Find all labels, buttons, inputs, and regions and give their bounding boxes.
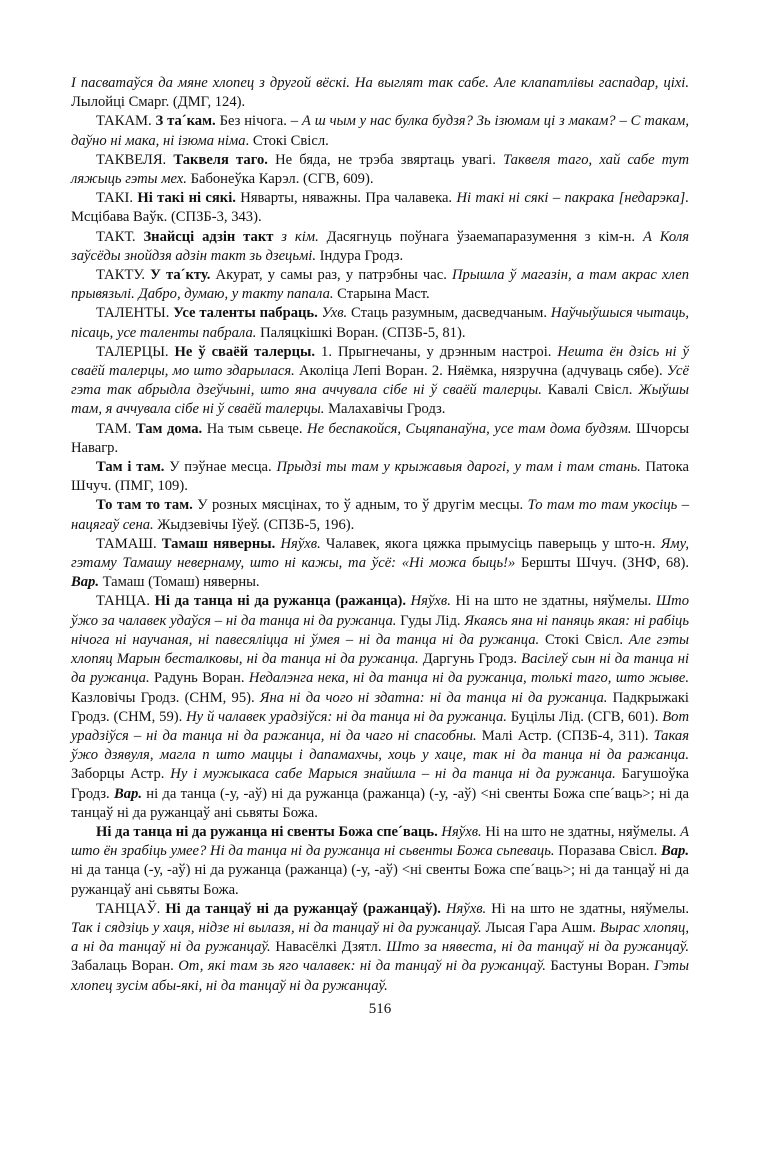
- dictionary-entry: [71, 458, 689, 496]
- dictionary-entry: [71, 74, 689, 112]
- dictionary-entry: [71, 151, 689, 189]
- text-run: Не бяда, не трэба звяртаць увагі.: [267, 151, 504, 168]
- example-text: Прышла ў магазін, а там акрас хлеп прывязьлі. Дабро, думаю, у такту папала.: [71, 267, 690, 303]
- text-run: Даргунь Гродз.: [418, 651, 522, 668]
- dictionary-entry: [71, 420, 689, 458]
- example-text: Ухв.: [317, 305, 348, 322]
- text-run: Мсцібава Ваўк. (СПЗБ-3, 343).: [71, 209, 262, 226]
- text-run: Лысая Гара Ашм.: [481, 919, 600, 936]
- example-text: Васілеў сын ні да танца ні да ружанца.: [71, 651, 689, 687]
- text-run: Чалавек, якога цяжка прымусіць паверыць у што-н.: [320, 535, 661, 552]
- example-text: Ні такі ні сякі – пакрака [недарэка].: [456, 190, 689, 207]
- text-run: Бастуны Воран.: [545, 958, 655, 975]
- headword-phrase: Ні такі ні сякі.: [137, 190, 236, 207]
- headword-phrase: Ні да танца ні да ружанца (ражанца).: [154, 593, 407, 610]
- text-run: ТАКТУ.: [96, 267, 151, 284]
- example-text: Не беспакойся, Сьцяпанаўна, усе там дома будзям.: [307, 420, 632, 437]
- text-run: Забалаць Воран.: [71, 958, 179, 975]
- text-run: ТАКІ.: [96, 190, 138, 207]
- example-text: А Коля заўсёды знойдзя адзін такт зь дзецьмі.: [71, 228, 690, 264]
- dictionary-entry: [71, 496, 689, 534]
- example-text: з кім.: [273, 228, 319, 245]
- text-run: ні да танца (-у, -аў) ні да ружанца (ражанца) (-у, -аў) <ні свенты Божа спе´ваць>; ні да танцаў ні да ружанцаў ані сьвяты Божа.: [71, 862, 689, 898]
- text-run: Ні на што не здатны, няўмелы.: [450, 593, 656, 610]
- example-text: От, які там зь яго чалавек: ні да танцаў ні да ружанцаў.: [178, 958, 546, 975]
- example-text: Няўхв.: [440, 900, 487, 917]
- variant-label: Вар.: [71, 574, 99, 591]
- example-text: Нешта ён дзісь ні ў сваёй талерцы, мо што здарылася.: [71, 343, 689, 380]
- text-run: Акурат, у самы раз, у патрэбны час.: [210, 267, 452, 284]
- example-text: Што ўжо за чалавек удаўся – ні да танца ні да ружанца.: [71, 593, 689, 629]
- dictionary-entry: [71, 343, 689, 420]
- text-run: . Стокі Свісл.: [245, 132, 329, 149]
- example-text: То там то там укосіць – нацягаў сена.: [71, 497, 689, 533]
- headword-phrase: Ні да танцаў ні да ружанцаў (ражанцаў).: [165, 900, 441, 917]
- text-run: Гуды Лід.: [396, 612, 465, 629]
- headword-phrase: Знайсці адзін такт: [143, 228, 274, 245]
- text-run: Стаць разумным, дасведчаным.: [347, 305, 551, 322]
- text-run: ТАМ.: [96, 420, 136, 437]
- headword-phrase: У та´кту.: [150, 267, 211, 284]
- variant-label: Вар.: [114, 785, 142, 802]
- text-run: ТАКАМ.: [96, 113, 156, 130]
- example-text: Яму, гэтаму Тамашу невернаму, што ні кажы, та ўсё: «Ні можа быць!»: [71, 535, 689, 572]
- example-text: Якаясь яна ні паняць якая: ні рабіць нічога ні научаная, ні павесяліцца ні ўмея – ні да танца ні да ружанца.: [71, 612, 689, 648]
- text-run: ТАЛЕРЦЫ.: [96, 343, 175, 360]
- example-text: Няўхв.: [275, 535, 321, 552]
- example-text: Гэты хлопец зусім абы-які, ні да танцаў ні да ружанцаў.: [71, 958, 689, 994]
- example-text: Яна ні да чого ні здатна: ні да танца ні да ружанца.: [259, 689, 608, 706]
- text-run: У розных мясцінах, то ў адным, то ў другім месцы.: [192, 497, 528, 514]
- text-run: Патока Шчуч. (ПМГ, 109).: [71, 459, 689, 495]
- text-run: ТАЛЕНТЫ.: [96, 305, 174, 322]
- text-run: Казловічы Гродз. (СНМ, 95).: [71, 689, 260, 706]
- text-run: Дасягнуць поўнага ўзаемапаразумення з кім-н.: [318, 228, 643, 245]
- example-text: Што за нявеста, ні да танцаў ні да ружанцаў.: [386, 939, 689, 956]
- example-text: Няўхв.: [437, 823, 482, 840]
- example-text: А што ён зрабіць умее? Ні да танца ні да ружанца ні сьвенты Божа сьпеваць.: [71, 823, 689, 860]
- headword-phrase: То там то там.: [96, 497, 193, 514]
- headword-phrase: Ні да танца ні да ружанца ні свенты Божа спе´ваць.: [96, 823, 438, 840]
- text-run: Шчорсы Навагр.: [71, 420, 689, 456]
- text-run: ТАНЦАЎ.: [96, 900, 166, 917]
- text-run: Навасёлкі Дзятл.: [270, 939, 387, 956]
- page-number: 516: [368, 1000, 392, 1017]
- dictionary-entry: [71, 112, 689, 150]
- text-run: Стокі Свісл.: [539, 631, 629, 648]
- headword-phrase: Там і там.: [96, 459, 165, 476]
- headword-phrase: Усе таленты пабраць.: [173, 305, 318, 322]
- dictionary-entries: [71, 74, 689, 996]
- example-text: Прыдзі ты там у крыжавыя дарогі, у там і там стань.: [276, 459, 641, 476]
- text-run: Малахавічы Гродз.: [324, 401, 446, 418]
- example-text: Такая ўжо дзявуля, магла п што маццы і дапамахчы, хоць у хаце, так ні да танца ні да ражанца.: [71, 727, 689, 764]
- example-text: Ну і мужыкаса сабе Марыся знайшла – ні да танца ні да ружанца.: [170, 766, 616, 783]
- example-text: Вырас хлопяц, а ні да танцаў ні да ружанцаў.: [71, 919, 689, 956]
- headword-phrase: Не ў сваёй талерцы.: [174, 343, 316, 360]
- text-run: ні да танца (-у, -аў) ні да ружанца (ражанца) (-у, -аў) <ні свенты Божа спе´ваць>; ні да танцаў ні да ружанцаў ані сьвяты Божа.: [71, 785, 690, 821]
- text-run: Без нічога. –: [215, 113, 302, 130]
- headword-phrase: Там дома.: [135, 420, 203, 437]
- text-run: 1. Прыгнечаны, у дрэнным настроі.: [315, 343, 558, 360]
- example-text: Таквеля таго, хай сабе тут ляжыць гэты мех.: [71, 151, 689, 188]
- dictionary-entry: [71, 189, 689, 227]
- text-run: Бабонеўка Карэл. (СГВ, 609).: [186, 171, 374, 188]
- text-run: Поразава Свісл.: [554, 843, 662, 860]
- dictionary-entry: [71, 228, 689, 266]
- dictionary-entry: [71, 266, 689, 304]
- text-run: Аколіца Лепі Воран. 2. Няёмка, нязручна (адчуваць сябе).: [294, 363, 667, 380]
- text-run: Старына Маст.: [333, 286, 430, 303]
- text-run: ТАКТ.: [96, 228, 144, 245]
- dictionary-entry: [71, 823, 689, 900]
- example-text: Так і сядзіць у хаця, нідзе ні вылазя, ні да танцаў ні да ружанцаў.: [71, 919, 482, 936]
- example-text: Ну й чалавек урадзіўся: ні да танца ні да ружанца.: [186, 708, 507, 725]
- text-run: ТАМАШ.: [96, 535, 162, 552]
- text-run: Буцілы Лід. (СГВ, 601).: [506, 708, 663, 725]
- text-run: Кавалі Свісл.: [541, 382, 639, 399]
- text-run: На тым сьвеце.: [202, 420, 308, 437]
- headword-phrase: Тамаш няверны.: [161, 535, 276, 552]
- example-text: Няўхв.: [406, 593, 451, 610]
- text-run: ТАКВЕЛЯ.: [96, 151, 174, 168]
- text-run: Бершты Шчуч. (ЗНФ, 68).: [515, 555, 689, 572]
- dictionary-entry: [71, 592, 689, 822]
- example-text: І пасватаўся да мяне хлопец з другой вёскі. На выглят так сабе. Але клапатлівы гаспадар, ціхі.: [71, 75, 689, 91]
- text-run: Жыдзевічы Іўеў. (СПЗБ-5, 196).: [153, 516, 355, 533]
- headword-phrase: Таквеля таго.: [173, 151, 268, 168]
- text-run: Падкрыжакі Гродз. (СНМ, 59).: [71, 689, 689, 725]
- example-text: Усё гэта так абрыдла дзеўчыні, што яна аччувала сібе ні ў сваёй талерцы.: [71, 363, 689, 399]
- text-run: Тамаш (Томаш) няверны.: [98, 574, 260, 591]
- example-text: А ш чым у нас булка будзя? Зь ізюмам ці з макам? – С такам, даўно ні мака, ні ізюма німа: [71, 113, 689, 149]
- text-run: Радунь Воран.: [149, 670, 249, 687]
- text-run: Малі Астр. (СПЗБ-4, 311).: [476, 727, 654, 744]
- example-text: Недалэнга нека, ні да танца ні да ружанца, толькі таго, што жыве.: [248, 670, 690, 687]
- example-text: Жыўшы там, я аччувала сібе ні ў сваёй талерцы.: [71, 382, 689, 418]
- dictionary-entry: [71, 535, 689, 593]
- text-run: Багушоўка Гродз.: [71, 766, 690, 802]
- example-text: Наўчыўшыся чытаць, пісаць, усе таленты пабрала.: [71, 305, 689, 341]
- text-run: ТАНЦА.: [96, 593, 155, 610]
- example-text: Але гэты хлопяц Марын бесталковы, ні да танца ні да ружанца.: [71, 631, 690, 668]
- text-run: Індура Гродз.: [316, 247, 404, 264]
- dictionary-entry: [71, 900, 689, 996]
- text-run: Ні на што не здатны, няўмелы.: [486, 900, 689, 917]
- example-text: Вот урадзіўся – ні да танца ні да ражанца, ні да чаго ні спасобны.: [71, 708, 689, 744]
- text-run: Няварты, няважны. Пра чалавека.: [235, 190, 457, 207]
- text-run: Паляцкішкі Воран. (СПЗБ-5, 81).: [256, 324, 466, 341]
- text-run: Заборцы Астр.: [71, 766, 171, 783]
- text-run: У пэўнае месца.: [164, 459, 277, 476]
- dictionary-entry: [71, 304, 689, 342]
- text-run: Ні на што не здатны, няўмелы.: [481, 823, 681, 840]
- headword-phrase: З та´кам.: [155, 113, 216, 130]
- variant-label: Вар.: [661, 843, 690, 860]
- text-run: Лылойці Смарг. (ДМГ, 124).: [71, 94, 246, 111]
